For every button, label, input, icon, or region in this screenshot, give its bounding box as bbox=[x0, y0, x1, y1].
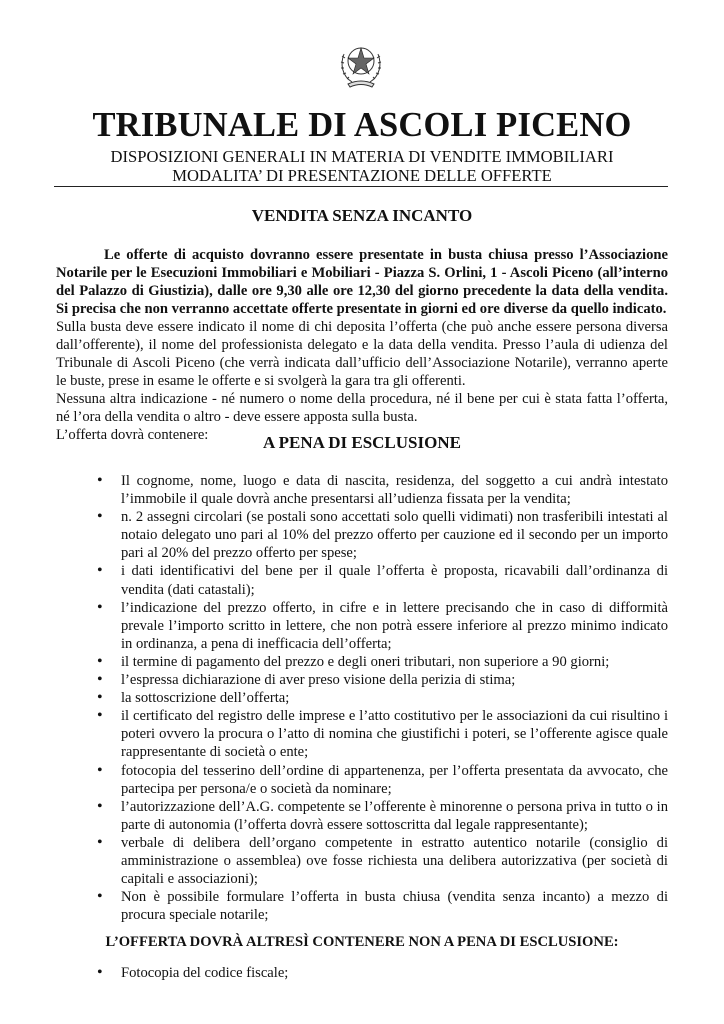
bullet-icon: • bbox=[97, 833, 103, 851]
paragraph: Sulla busta deve essere indicato il nome di chi deposita l’offerta (che può anche essere persona diversa dall’offerente), il nome del professionista delegato e la data della vendita. Presso l’aula di udienza del Tribunale di Ascoli Piceno (che verrà indicata dall’ufficio dell’Associazione Notarile), verranno aperte le buste, prese in esame le offerte e si svolgerà la gara tra gli offerenti. bbox=[56, 319, 668, 389]
list-item: • Fotocopia del codice fiscale; bbox=[97, 964, 289, 981]
optional-requirements-list bbox=[56, 964, 668, 982]
section-heading-altresi: L’OFFERTA DOVRÀ ALTRESÌ CONTENERE NON A PENA DI ESCLUSIONE: bbox=[105, 934, 619, 950]
paragraph: L’offerta dovrà contenere: bbox=[56, 427, 209, 443]
document-subtitle: DISPOSIZIONI GENERALI IN MATERIA DI VENDITE IMMOBILIARI bbox=[110, 147, 614, 166]
vendita-text bbox=[56, 246, 668, 444]
list-item: • i dati identificativi del bene per il quale l’offerta è proposta, ricavabili dall’ordinanza di vendita (dati catastali); bbox=[97, 562, 668, 598]
list-item: • l’espressa dichiarazione di aver preso visione della perizia di stima; bbox=[97, 671, 516, 689]
bullet-icon: • bbox=[97, 761, 103, 779]
list-item: • il termine di pagamento del prezzo e degli oneri tributari, non superiore a 90 giorni; bbox=[97, 652, 610, 670]
bold-paragraph: Le offerte di acquisto dovranno essere presentate in busta chiusa presso l’Associazione Notarile per le Esecuzioni Immobiliari e Mobiliari - Piazza S. Orlini, 1 - Ascoli Piceno (all’interno del Palazzo di Giustizia), dalle ore 9,30 alle ore 12,30 del giorno precedente la data della vendita. Si precisa che non verranno accettate offerte presentate in giorni ed ore diverse da quello indicato. bbox=[56, 247, 668, 317]
bullet-icon: • bbox=[97, 964, 103, 981]
paragraph: Nessuna altra indicazione - né numero o nome della procedura, né il bene per cui è stata fatta l’offerta, né l’ora della vendita o altro - deve essere apposta sulla busta. bbox=[56, 391, 668, 425]
list-item: • n. 2 assegni circolari (se postali sono accettati solo quelli vidimati) non trasferibili intestati al notaio delegato uno pari al 10% del prezzo offerto per cauzione ed il secondo per un importo pari al 20% del prezzo offerto per spese; bbox=[97, 508, 668, 562]
list-item: • verbale di delibera dell’organo competente in estratto autentico notarile (consiglio di amministrazione o assemblea) ove fosse richiesta una delibera autorizzativa (per società di capitali e associazioni); bbox=[97, 833, 668, 888]
document-subtitle-2: MODALITA’ DI PRESENTAZIONE DELLE OFFERTE bbox=[172, 166, 552, 185]
bullet-icon: • bbox=[97, 707, 103, 725]
list-item: • l’indicazione del prezzo offerto, in cifre e in lettere precisando che in caso di difformità prevale l’importo scritto in lettere, che non potrà essere inferiore al prezzo minimo indicato in ordinanza, a pena di inefficacia dell’offerta; bbox=[97, 598, 668, 652]
italian-republic-emblem-icon bbox=[336, 38, 386, 90]
list-item: • fotocopia del tesserino dell’ordine di appartenenza, per l’offerta presentata da avvocato, che partecipa per persona/e o società da nominare; bbox=[97, 761, 668, 797]
bullet-icon: • bbox=[97, 652, 103, 670]
bullet-icon: • bbox=[97, 888, 103, 906]
list-item: • l’autorizzazione dell’A.G. competente se l’offerente è minorenne o persona priva in tutto o in parte di autonomia (l’offerta dovrà essere sottoscritta dal legale rappresentante); bbox=[97, 797, 668, 833]
bullet-icon: • bbox=[97, 508, 103, 526]
section-heading-esclusione: A PENA DI ESCLUSIONE bbox=[263, 433, 461, 452]
list-item: • Il cognome, nome, luogo e data di nascita, residenza, del soggetto a cui andrà intestato l’immobile il quale dovrà anche presentarsi all’udienza fissata per la vendita; bbox=[97, 472, 668, 508]
list-item: • la sottoscrizione dell’offerta; bbox=[97, 689, 290, 707]
bullet-icon: • bbox=[97, 689, 103, 707]
requirements-list bbox=[56, 472, 668, 924]
bullet-icon: • bbox=[97, 797, 103, 815]
list-item: • Non è possibile formulare l’offerta in busta chiusa (vendita senza incanto) a mezzo di procura speciale notarile; bbox=[97, 888, 668, 924]
bullet-icon: • bbox=[97, 562, 103, 580]
header-divider bbox=[54, 186, 668, 187]
bullet-icon: • bbox=[97, 598, 103, 616]
court-title: TRIBUNALE DI ASCOLI PICENO bbox=[92, 106, 632, 144]
bullet-icon: • bbox=[97, 671, 103, 689]
list-item: • il certificato del registro delle imprese e l’atto costitutivo per le associazioni da cui risultino i poteri ovvero la procura o l’atto di nomina che giustifichi i poteri, se l’offerente agisce quale rappresentante di società o ente; bbox=[97, 707, 668, 761]
section-heading-vendita: VENDITA SENZA INCANTO bbox=[251, 206, 473, 225]
bullet-icon: • bbox=[97, 472, 103, 489]
